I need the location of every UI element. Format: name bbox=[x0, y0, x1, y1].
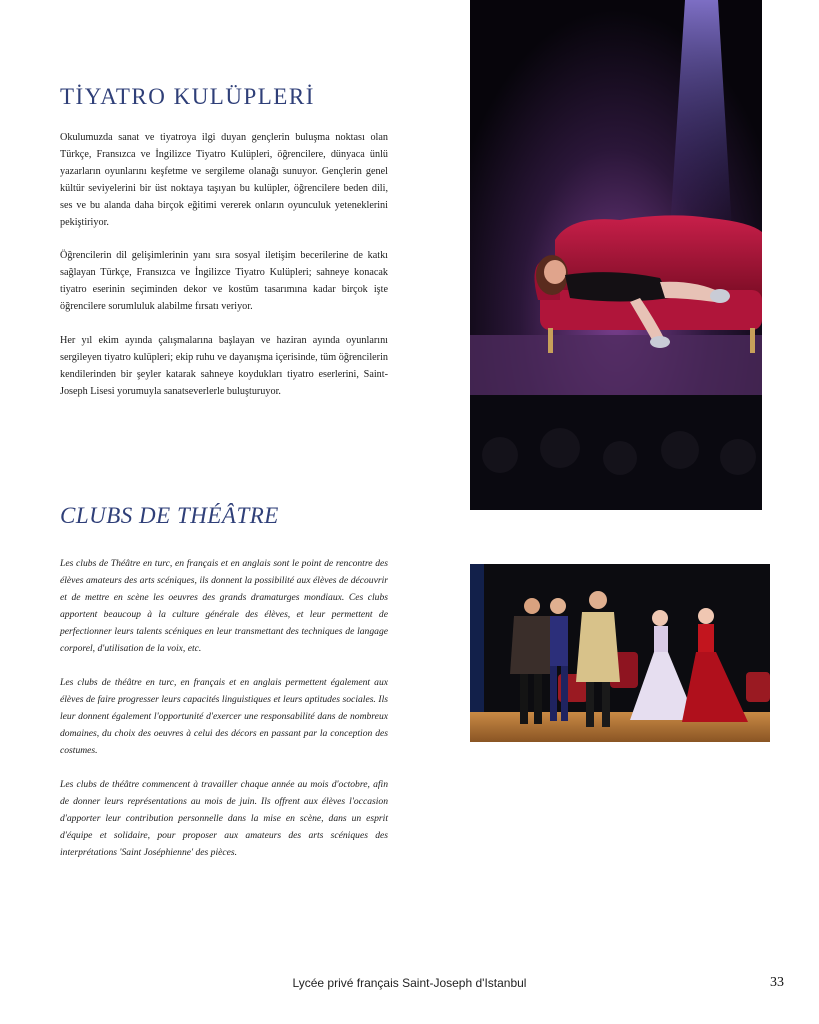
french-paragraph-2: Les clubs de théâtre en turc, en français et en anglais permettent également aux élèves de faire progresser leurs capacités linguistiques et leurs aptitudes sociales. Ils leur donnent également l'opportunité d'exercer une responsabilité dans de nombreux domaines, du choix des oeuvres à celui des décors en passant par la conception des costumes. bbox=[60, 677, 388, 756]
french-section-title: CLUBS DE THÉÂTRE bbox=[60, 503, 279, 528]
french-paragraph-3: Les clubs de théâtre commencent à travailler chaque année au mois d'octobre, afin de donner leurs représentations au mois de juin. Ils offrent aux élèves l'occasion d'apporter leur contribution personnelle dans la mise en scène, dans un esprit d'équipe et solidaire, pour proposer aux amateurs des arts scéniques des interprétations 'Saint Joséphienne' des pièces. bbox=[60, 779, 388, 858]
page-number: 33 bbox=[770, 975, 784, 990]
theater-photo-sofa bbox=[470, 0, 762, 510]
turkish-paragraph-3: Her yıl ekim ayında çalışmalarına başlayan ve haziran ayında oyunlarını sergileyen tiyatro kulüpleri; ekip ruhu ve dayanışma içerisinde, tüm öğrencilerin kendilerinden bir şeyler katarak sahneye koydukları tiyatro eserlerini, Saint-Joseph Lisesi yorumuyla sanatseverlerle buluşturuyor. bbox=[60, 335, 388, 397]
turkish-paragraph-1: Okulumuzda sanat ve tiyatroya ilgi duyan gençlerin buluşma noktası olan Türkçe, Fransızca ve İngilizce Tiyatro Kulüpleri, öğrencilere, dünyaca ünlü yazarların oyunlarını keşfetme ve sergileme olanağı sunuyor. Gençlerin genel kültür seviyelerini bir üst noktaya taşıyan bu kulüpler, öğrencilere beden dili, ses ve bu alanda daha birçok eğitimi vererek onların oyunculuk yeteneklerini pekiştiriyor. bbox=[60, 132, 388, 228]
turkish-paragraph-2: Öğrencilerin dil gelişimlerinin yanı sıra sosyal iletişim becerilerine de katkı sağlayan Türkçe, Fransızca ve İngilizce Tiyatro Kulüpleri; sahneye konacak tiyatro eserinin seçiminden dekor ve kostüm tasarımına kadar birçok işte öğrencilere sorumluluk alabilme fırsatı veriyor. bbox=[60, 250, 388, 313]
french-section-body bbox=[60, 555, 388, 878]
theater-photo-cast bbox=[470, 564, 770, 742]
french-paragraph-1: Les clubs de Théâtre en turc, en français et en anglais sont le point de rencontre des élèves amateurs des arts scéniques, ils donnent la possibilité aux élèves de découvrir et de mettre en scène les oeuvres des grands dramaturges mondiaux. Ces clubs apportent beaucoup à la culture générale des élèves, et leur permettent de perfectionner leurs talents scéniques en leur transmettant des techniques de langage corporel, d'utilisation de la voix, etc. bbox=[60, 558, 388, 654]
footer-school-name: Lycée privé français Saint-Joseph d'Istanbul bbox=[292, 976, 527, 990]
turkish-section-title: TİYATRO KULÜPLERİ bbox=[60, 84, 315, 109]
turkish-section-body bbox=[60, 130, 388, 418]
